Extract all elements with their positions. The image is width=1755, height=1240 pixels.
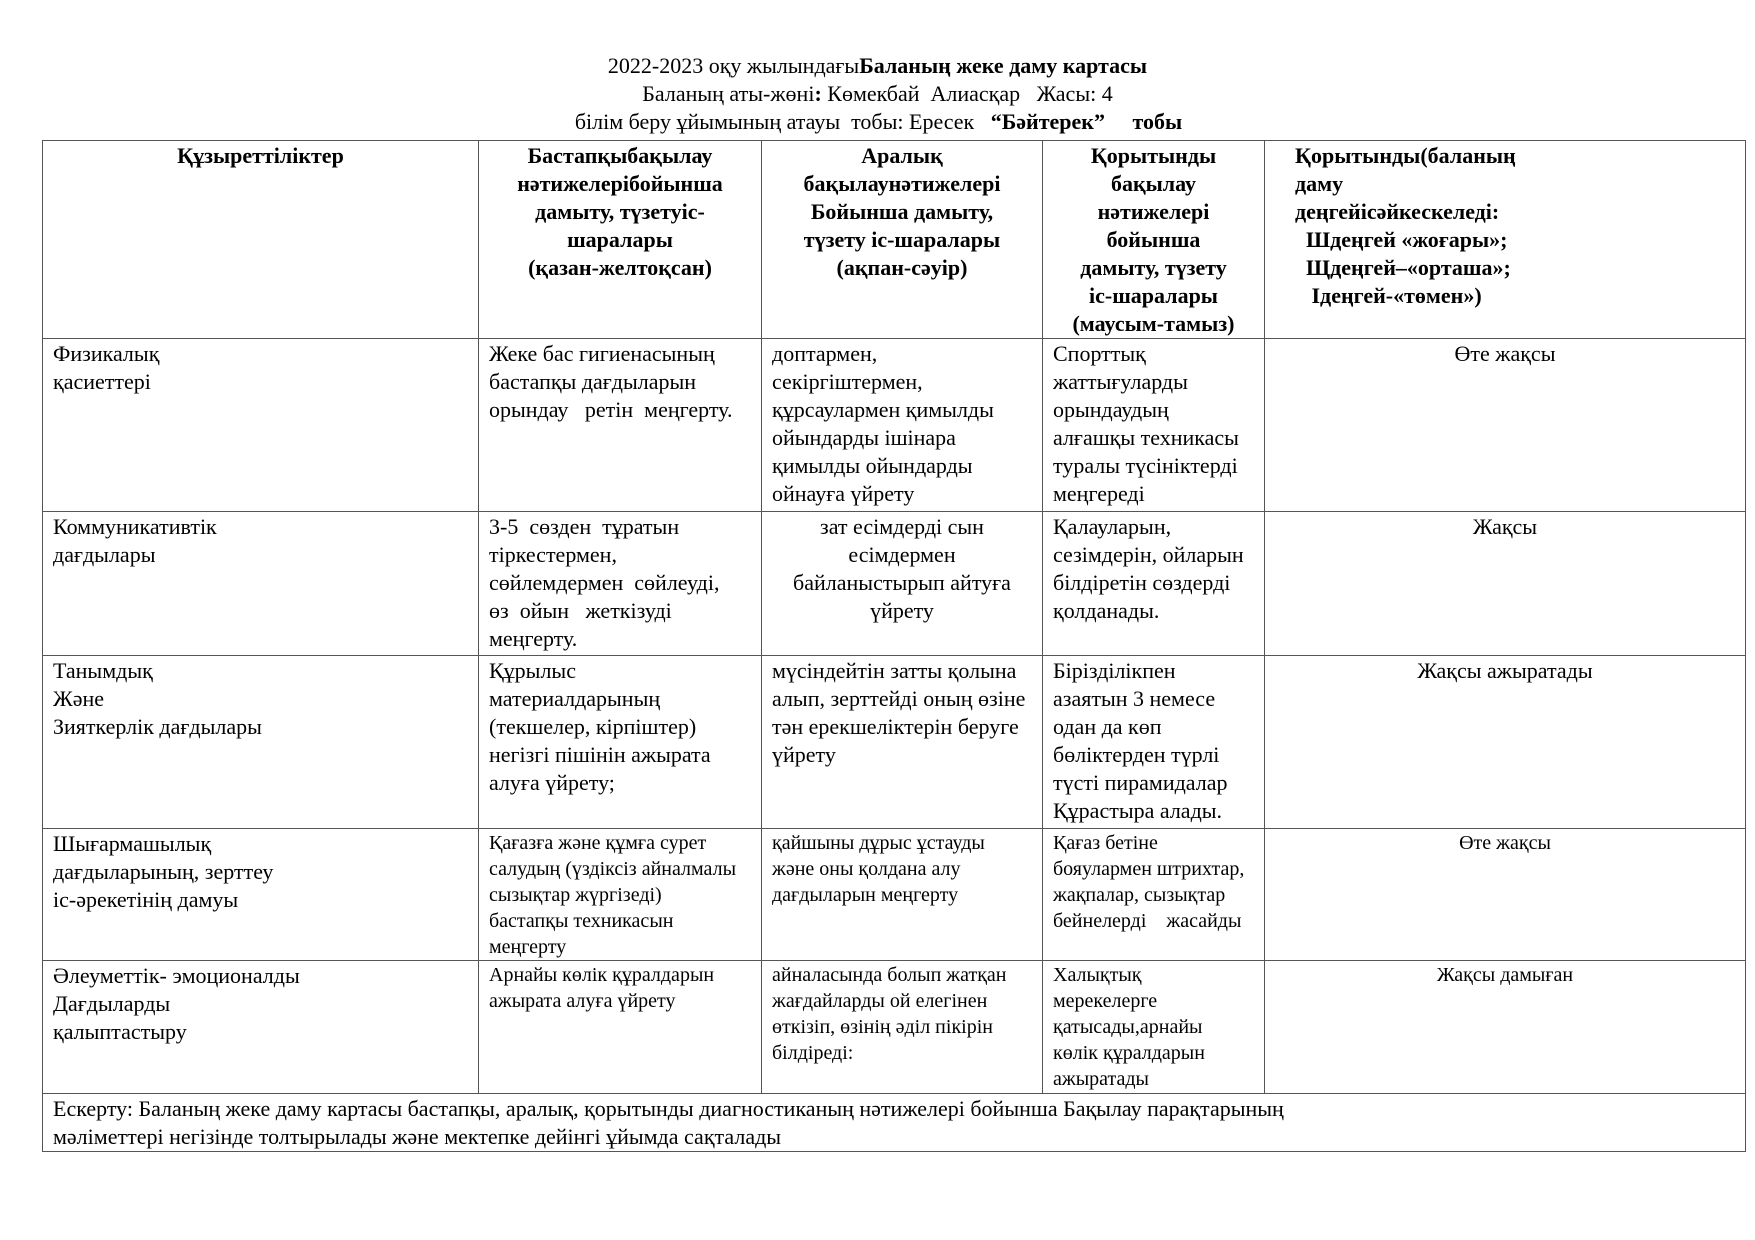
table-row [43, 961, 1746, 1094]
cell-initial: Қағазға және құмға сурет салудың (үздіксіз айналмалы сызықтар жүргізеді) бастапқы техникасын меңгерту [479, 829, 762, 961]
child-name-label: Баланың аты-жөні [642, 81, 815, 106]
child-name-colon: : [814, 81, 822, 106]
cell-final: Қалауларын, сезімдерін, ойларын білдіретін сөздерді қолданады. [1043, 512, 1265, 656]
cell-intermediate: доптармен, секіргіштермен, құрсаулармен қимылды ойындарды ішінара қимылды ойындарды ойнауға үйрету [762, 339, 1043, 512]
cell-intermediate: қайшыны дұрыс ұстауды және оны қолдана алу дағдыларын меңгерту [762, 829, 1043, 961]
table-row [43, 656, 1746, 829]
cell-result: Өте жақсы [1265, 339, 1746, 512]
cell-result: Жақсы дамыған [1265, 961, 1746, 1094]
header-line-child [0, 80, 1755, 108]
row-label-cognitive: Танымдық Және Зияткерлік дағдылары [43, 656, 479, 829]
document-header [0, 52, 1755, 136]
header-line-group [1, 108, 1755, 136]
cell-result: Жақсы [1265, 512, 1746, 656]
cell-initial: 3-5 сөзден тұратын тіркестермен, сөйлемдермен сөйлеуді, өз ойын жеткізуді меңгерту. [479, 512, 762, 656]
cell-initial: Жеке бас гигиенасының бастапқы дағдыларын орындау ретін меңгерту. [479, 339, 762, 512]
row-label-physical: Физикалық қасиеттері [43, 339, 479, 512]
group-label: білім беру ұйымының атауы тобы: Ересек [574, 109, 991, 134]
column-header-initial: Бастапқыбақылау нәтижелерібойынша дамыту, түзетуіс- шаралары (қазан-желтоқсан) [479, 141, 762, 339]
cell-intermediate: зат есімдерді сын есімдермен байланыстырып айтуға үйрету [762, 512, 1043, 656]
column-header-intermediate: Аралық бақылаунәтижелері Бойынша дамыту, түзету іс-шаралары (ақпан-сәуір) [762, 141, 1043, 339]
document-title: Баланың жеке даму картасы [859, 53, 1148, 78]
cell-final: Халықтық мерекелерге қатысады,арнайы көлік құралдарын ажыратады [1043, 961, 1265, 1094]
column-header-result: Қорытынды(баланың даму деңгейісәйкескеледі: Шдеңгей «жоғары»; Щдеңгей–«орташа»; Ідеңгей-«төмен») [1265, 141, 1746, 339]
cell-final: Бірізділікпен азаятын 3 немесе одан да көп бөліктерден түрлі түсті пирамидалар Құрастыра алады. [1043, 656, 1265, 829]
cell-result: Өте жақсы [1265, 829, 1746, 961]
cell-initial: Арнайы көлік құралдарын ажырата алуға үйрету [479, 961, 762, 1094]
cell-final: Қағаз бетіне бояулармен штрихтар, жақпалар, сызықтар бейнелерді жасайды [1043, 829, 1265, 961]
note-text: Ескерту: Баланың жеке даму картасы бастапқы, аралық, қорытынды диагностиканың нәтижелері бойынша Бақылау парақтарының мәліметтері негізінде толтырылады және мектепке дейінгі ұйымда сақталады [43, 1094, 1746, 1152]
row-label-communicative: Коммуникативтік дағдылары [43, 512, 479, 656]
row-label-social-emotional: Әлеуметтік- эмоционалды Дағдыларды қалыптастыру [43, 961, 479, 1094]
cell-intermediate: мүсіндейтін затты қолына алып, зерттейді оның өзіне тән ерекшеліктерін беруге үйрету [762, 656, 1043, 829]
cell-initial: Құрылыс материалдарының (текшелер, кірпіштер) негізгі пішінін ажырата алуға үйрету; [479, 656, 762, 829]
note-row [43, 1094, 1746, 1152]
table-header-row [43, 141, 1746, 339]
row-label-creative: Шығармашылық дағдыларының, зерттеу іс-әрекетінің дамуы [43, 829, 479, 961]
header-year-text: 2022-2023 оқу жылындағы [607, 53, 860, 78]
table-row [43, 829, 1746, 961]
child-name-value: Көмекбай Алиасқар Жасы: 4 [821, 81, 1113, 106]
development-card-table [42, 140, 1746, 1152]
cell-intermediate: айналасында болып жатқан жағдайларды ой елегінен өткізіп, өзінің әділ пікірін білдіреді: [762, 961, 1043, 1094]
table-row [43, 339, 1746, 512]
column-header-final: Қорытынды бақылау нәтижелері бойынша дамыту, түзету іс-шаралары (маусым-тамыз) [1043, 141, 1265, 339]
cell-final: Спорттық жаттығуларды орындаудың алғашқы техникасы туралы түсініктерді меңгереді [1043, 339, 1265, 512]
table-row [43, 512, 1746, 656]
header-line-year [0, 52, 1755, 80]
cell-result: Жақсы ажыратады [1265, 656, 1746, 829]
group-name: “Бәйтерек” тобы [990, 109, 1183, 134]
column-header-competencies: Құзыреттіліктер [43, 141, 479, 339]
